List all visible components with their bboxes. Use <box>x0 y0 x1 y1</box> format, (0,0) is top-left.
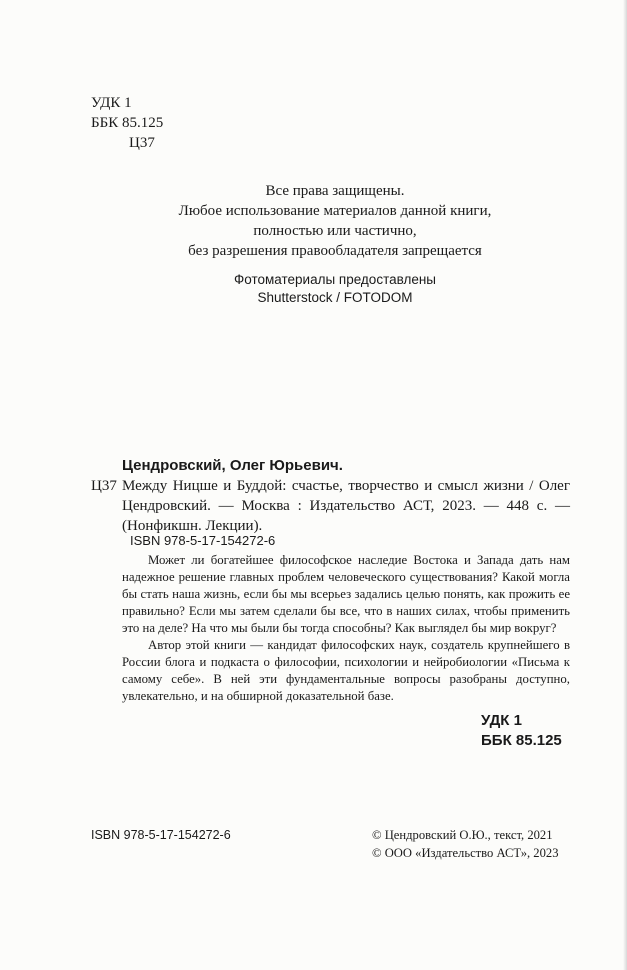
annotation-paragraph: Может ли богатейшее философское наследие Востока и Запада дать нам надежное решение главных проблем человеческого существования? Какой могла бы стать наша жизнь, если бы мы всерьез задались целью понять, как прожить ее правильно? Если мы затем сделали бы все, что в наших силах, чтобы применить это на деле? На что мы были бы тогда способны? Как выглядел бы мир вокруг? <box>122 553 570 635</box>
copyright-author: © Цендровский О.Ю., текст, 2021 <box>372 828 553 842</box>
udk-code: УДК 1 <box>91 95 132 111</box>
bbk-code-right: ББК 85.125 <box>481 732 562 749</box>
copyright-publisher: © ООО «Издательство АСТ», 2023 <box>372 846 559 860</box>
rights-line: полностью или частично, <box>253 223 417 239</box>
bib-author: Цендровский, Олег Юрьевич. <box>122 457 343 474</box>
udk-code-right: УДК 1 <box>481 712 522 729</box>
classification-right <box>481 711 562 751</box>
photo-credit <box>80 271 590 307</box>
photo-credit-source: Shutterstock / FOTODOM <box>257 290 413 305</box>
rights-notice <box>80 181 590 261</box>
bib-description: Между Ницше и Буддой: счастье, творчество и смысл жизни / Олег Цендровский. — Москва : Издательство АСТ, 2023. — 448 с. — (Нонфикшн. Лекции). <box>122 478 570 534</box>
annotation-paragraph: Автор этой книги — кандидат философских наук, создатель крупнейшего в России блога и подкаста о философии, психологии и нейробиологии «Письма к самому себе». В ней эти фундаментальные вопросы разобраны доступно, увлекательно, и на обширной доказательной базе. <box>122 638 570 703</box>
page-edge-shadow <box>623 0 627 970</box>
annotation <box>122 552 570 705</box>
rights-line: Любое использование материалов данной книги, <box>178 203 492 219</box>
classification-block <box>91 93 163 153</box>
author-sign: Ц37 <box>129 135 155 151</box>
rights-line: без разрешения правообладателя запрещается <box>188 243 482 259</box>
footer-isbn: ISBN 978-5-17-154272-6 <box>91 828 231 842</box>
rights-line: Все права защищены. <box>265 183 405 199</box>
bbk-code: ББК 85.125 <box>91 115 164 131</box>
bib-author-sign: Ц37 <box>91 478 117 494</box>
photo-credit-line: Фотоматериалы предоставлены <box>233 272 437 287</box>
bib-isbn: ISBN 978-5-17-154272-6 <box>130 533 276 548</box>
copyright-block <box>372 826 568 862</box>
